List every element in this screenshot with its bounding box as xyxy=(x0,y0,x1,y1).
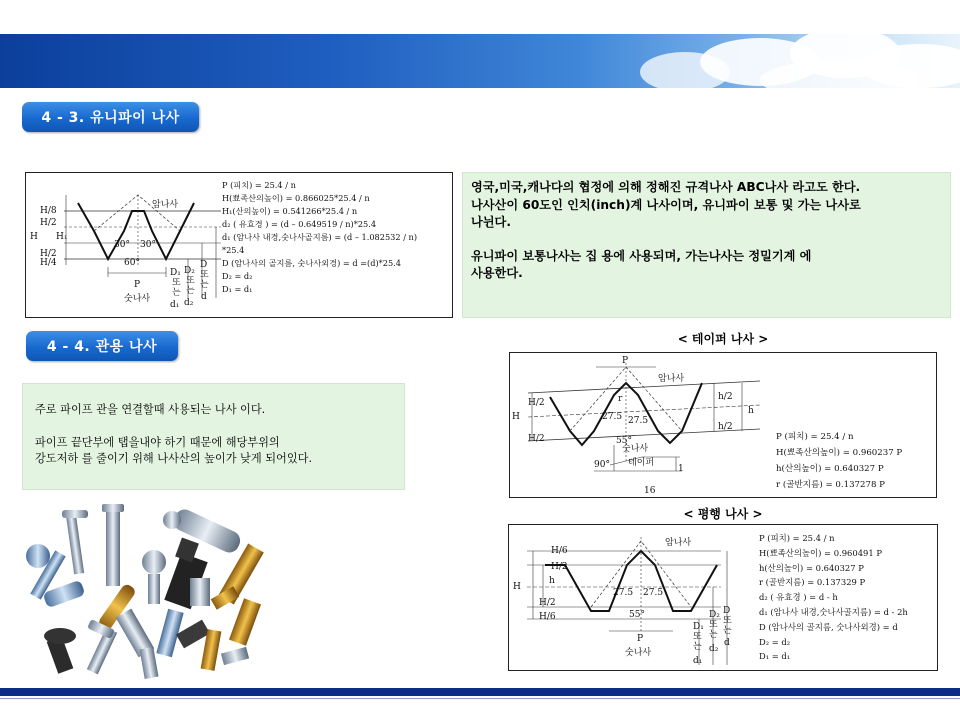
screws-illustration xyxy=(22,500,280,686)
taper-h2-bottom: H/2 xyxy=(528,434,545,444)
formula-line: d₁ (암나사 내경,숫나사골지름) = d - 2h xyxy=(759,606,908,617)
taper-angle-right: 27.5 xyxy=(628,416,649,426)
par-h2-top: H/2 xyxy=(551,562,568,572)
unify-desc-line: 사용한다. xyxy=(471,266,523,280)
section-title-pipe: 4 - 4. 관용 나사 xyxy=(26,331,178,361)
dim-h: H xyxy=(30,232,38,242)
unify-desc-line: 영국,미국,캐나다의 협정에 의해 정해진 규격나사 ABC나사 라고도 한다. xyxy=(471,180,861,194)
taper-caption: < 테이퍼 나사 > xyxy=(677,332,769,346)
par-d-a: D xyxy=(723,606,731,616)
taper-h-right: h xyxy=(748,406,754,416)
screws-photo xyxy=(22,500,280,686)
dim-d-b: 또 xyxy=(200,270,209,280)
par-h2-bottom: H/2 xyxy=(539,598,556,608)
angle-30-right: 30° xyxy=(140,240,156,250)
dim-h2-bottom: H/2 xyxy=(40,249,57,259)
taper-H: H xyxy=(512,412,520,422)
formula-line: r (골반지름) = 0.137329 P xyxy=(759,577,866,588)
taper-bolt: 숫나사 xyxy=(622,444,649,454)
par-d-c: 는 xyxy=(723,626,732,636)
dim-d1-a: D₁ xyxy=(170,268,181,278)
dim-d1-d: d₁ xyxy=(170,300,180,310)
dim-d2-b: 또 xyxy=(186,276,195,286)
formula-line: h(산의높이) = 0.640327 P xyxy=(776,464,884,474)
par-p: P xyxy=(637,634,644,644)
taper-r: r xyxy=(618,394,623,404)
taper-angle-left: 27.5 xyxy=(602,412,623,422)
unify-formulas xyxy=(222,179,417,296)
label-pitch: P xyxy=(134,280,141,290)
par-d1-c: 는 xyxy=(693,642,702,652)
unify-description-box xyxy=(462,172,951,318)
section-title-unify: 4 - 3. 유니파이 나사 xyxy=(22,102,199,132)
dim-d1-b: 또 xyxy=(172,278,181,288)
formula-line: D (암나사의 골지름, 숫나사외경) = d =(d)*25.4 xyxy=(222,258,401,268)
formula-line: D (암나사의 골지름, 숫나사외경) = d xyxy=(759,621,898,632)
formula-line: *25.4 xyxy=(222,245,245,255)
unify-thread-diagram xyxy=(25,172,453,318)
label-bolt: 숫나사 xyxy=(124,294,151,304)
par-h6-bottom: H/6 xyxy=(539,612,556,622)
formula-line: r (골반지름) = 0.137278 P xyxy=(776,480,885,490)
dim-h1: H₁ xyxy=(56,232,68,242)
taper-thread-diagram xyxy=(509,352,937,498)
formula-line: P (피치) = 25.4 / n xyxy=(222,180,296,190)
par-bolt: 숫나사 xyxy=(625,648,652,658)
par-d-b: 또 xyxy=(723,616,732,626)
taper-formulas xyxy=(776,429,902,493)
formula-line: H(뾰족산의높이) = 0.960491 P xyxy=(759,547,882,558)
unify-desc-line: 나사산이 60도인 인치(inch)계 나사이며, 유니파이 보통 및 가는 나사로 xyxy=(471,197,861,212)
taper-nut: 암나사 xyxy=(658,374,685,384)
footer-bar xyxy=(0,688,960,696)
dim-d2-c: 는 xyxy=(186,286,195,296)
taper-h2-right-bottom: h/2 xyxy=(718,422,733,432)
dim-d2-d: d₂ xyxy=(184,298,194,308)
par-H: H xyxy=(513,582,521,592)
formula-line: D₂ = d₂ xyxy=(222,271,253,281)
formula-line: D₂ = d₂ xyxy=(759,636,791,647)
par-angle-left: 27.5 xyxy=(613,588,634,598)
dim-d-d: d xyxy=(201,292,207,302)
dim-d1-c: 는 xyxy=(172,288,181,298)
par-d2-d: d₂ xyxy=(709,644,719,654)
formula-line: D₁ = d₁ xyxy=(759,651,791,662)
formula-line: H₁(산의높이) = 0.541266*25.4 / n xyxy=(222,206,358,216)
formula-line: h(산의높이) = 0.640327 P xyxy=(759,562,864,573)
dim-d-a: D xyxy=(200,260,208,270)
formula-line: P (피치) = 25.4 / n xyxy=(776,432,854,442)
parallel-formulas xyxy=(759,531,908,664)
dim-h4: H/4 xyxy=(40,258,57,268)
par-angle-right: 27.5 xyxy=(643,588,664,598)
unify-desc-line: 나뉜다. xyxy=(471,215,511,229)
pipe-desc-line: 강도저하 를 줄이기 위해 나사산의 높이가 낮게 되어있다. xyxy=(35,452,313,465)
par-d2-c: 는 xyxy=(709,630,718,640)
formula-line: H(뾰족산의높이) = 0.960237 P xyxy=(776,448,903,458)
taper-angle-55: 55° xyxy=(616,436,632,446)
label-nut: 암나사 xyxy=(152,200,179,210)
angle-60: 60° xyxy=(124,258,140,268)
formula-line: P (피치) = 25.4 / n xyxy=(759,533,835,543)
taper-sixteen: 16 xyxy=(644,486,656,496)
dim-d-c: 는 xyxy=(200,280,209,290)
pipe-description-box xyxy=(22,383,405,490)
par-d1-a: D₁ xyxy=(693,622,704,632)
taper-one: 1 xyxy=(678,464,684,474)
dim-h8: H/8 xyxy=(40,206,57,216)
formula-line: d₂ ( 유효경 ) = (d – 0.649519 / n)*25.4 xyxy=(222,219,377,229)
dim-h2-top: H/2 xyxy=(40,218,57,228)
angle-30-left: 30° xyxy=(114,240,130,250)
formula-line: d₂ ( 유효경 ) = d - h xyxy=(759,592,838,603)
formula-line: D₁ = d₁ xyxy=(222,284,253,294)
taper-h2-right-top: h/2 xyxy=(718,392,733,402)
par-d-d: d xyxy=(724,638,730,648)
pipe-desc-line: 주로 파이프 관을 연결할때 사용되는 나사 이다. xyxy=(35,403,266,416)
taper-90: 90° xyxy=(594,460,610,470)
par-d2-a: D₂ xyxy=(709,610,720,620)
unify-desc-line: 유니파이 보통나사는 집 용에 사용되며, 가는나사는 정밀기계 에 xyxy=(471,248,812,263)
par-angle-55: 55° xyxy=(629,610,645,620)
formula-line: H(뾰족산의높이) = 0.866025*25.4 / n xyxy=(222,193,370,203)
par-d1-d: d₁ xyxy=(693,656,703,666)
taper-p: P xyxy=(622,356,629,366)
pipe-desc-line: 파이프 끝단부에 탭을내야 하기 때문에 해당부위의 xyxy=(35,435,280,449)
par-d2-b: 또 xyxy=(709,620,718,630)
footer-line xyxy=(0,698,960,699)
parallel-caption: < 평행 나사 > xyxy=(683,507,763,521)
taper-h2-top: H/2 xyxy=(528,398,545,408)
par-h-small: h xyxy=(549,576,555,586)
header-banner xyxy=(0,34,960,88)
dim-d2-a: D₂ xyxy=(184,266,195,276)
par-nut: 암나사 xyxy=(665,538,692,548)
formula-line: d₁ (암나사 내경,숫나사골지름) = (d – 1.082532 / n) xyxy=(222,232,418,242)
par-d1-b: 또 xyxy=(693,632,702,642)
taper-label: 테이퍼 xyxy=(628,458,655,468)
parallel-thread-diagram xyxy=(508,524,938,671)
par-h6-top: H/6 xyxy=(551,546,568,556)
